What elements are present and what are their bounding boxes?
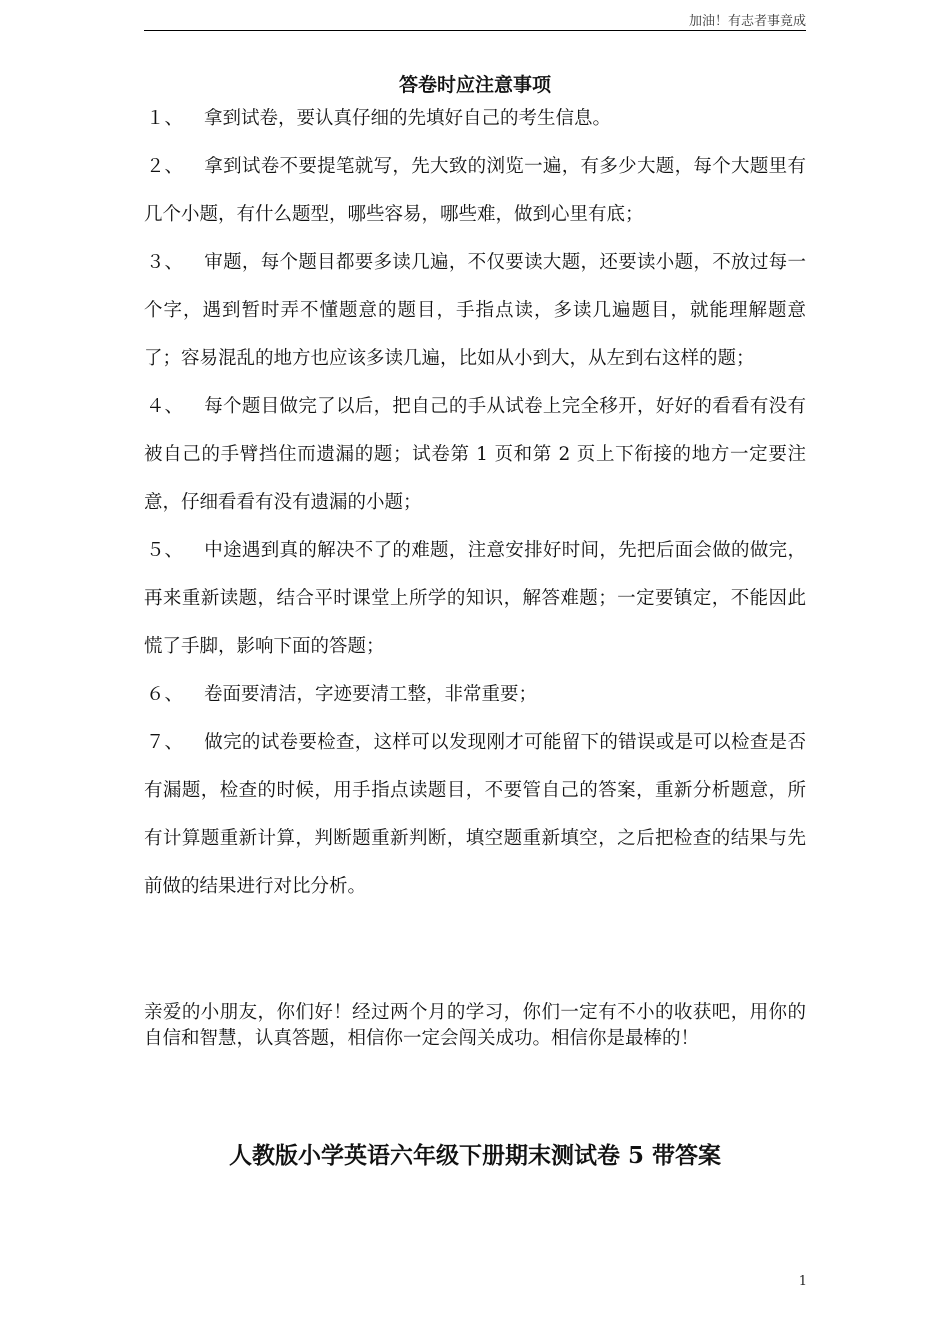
item-number: ７、: [146, 732, 184, 753]
document-title: 人教版小学英语六年级下册期末测试卷 5 带答案: [228, 1142, 722, 1169]
item-number: ６、: [146, 684, 184, 705]
item-text: 审题，每个题目都要多读几遍，不仅要读大题，还要读小题，不放过每一个字，遇到暂时弄不懂题意的题目，手指点读，多读几遍题目，就能理解题意了；容易混乱的地方也应该多读几遍，比如从小到大，从左到右这样的题；: [144, 252, 806, 369]
page-number: 1: [798, 1274, 807, 1289]
item-number: ５、: [146, 540, 184, 561]
item-text: 拿到试卷，要认真仔细的先填好自己的考生信息。: [204, 108, 612, 129]
item-number: ４、: [146, 396, 184, 417]
item-text: 卷面要清洁，字迹要清工整，非常重要；: [204, 684, 538, 705]
instructions-list: [144, 95, 806, 911]
item-text: 拿到试卷不要提笔就写，先大致的浏览一遍，有多少大题，每个大题里有几个小题，有什么题型，哪些容易，哪些难，做到心里有底；: [144, 156, 806, 225]
page-title: 答卷时应注意事项: [398, 74, 551, 96]
item-number: ２、: [146, 156, 184, 177]
item-number: ３、: [146, 252, 184, 273]
list-item: [144, 95, 806, 143]
item-text: 做完的试卷要检查，这样可以发现刚才可能留下的错误或是可以检查是否有漏题，检查的时候，用手指点读题目，不要管自己的答案，重新分析题意，所有计算题重新计算，判断题重新判断，填空题重新填空，之后把检查的结果与先前做的结果进行对比分析。: [144, 732, 806, 897]
closing-message: 亲爱的小朋友，你们好！经过两个月的学习，你们一定有不小的收获吧，用你的自信和智慧，认真答题，相信你一定会闯关成功。相信你是最棒的！: [144, 1002, 806, 1049]
list-item: [144, 239, 806, 383]
list-item: [144, 383, 806, 527]
item-text: 每个题目做完了以后，把自己的手从试卷上完全移开，好好的看看有没有被自己的手臂挡住而遗漏的题；试卷第 1 页和第 2 页上下衔接的地方一定要注意，仔细看看有没有遗漏的小题；: [144, 396, 806, 513]
list-item: [144, 527, 806, 671]
header-divider: [144, 30, 806, 31]
list-item: [144, 671, 806, 719]
item-text: 中途遇到真的解决不了的难题，注意安排好时间，先把后面会做的做完，再来重新读题，结合平时课堂上所学的知识，解答难题；一定要镇定，不能因此慌了手脚，影响下面的答题；: [144, 540, 806, 657]
item-number: １、: [146, 108, 184, 129]
list-item: [144, 143, 806, 239]
list-item: [144, 719, 806, 911]
header-motto: 加油！有志者事竟成: [688, 14, 806, 29]
